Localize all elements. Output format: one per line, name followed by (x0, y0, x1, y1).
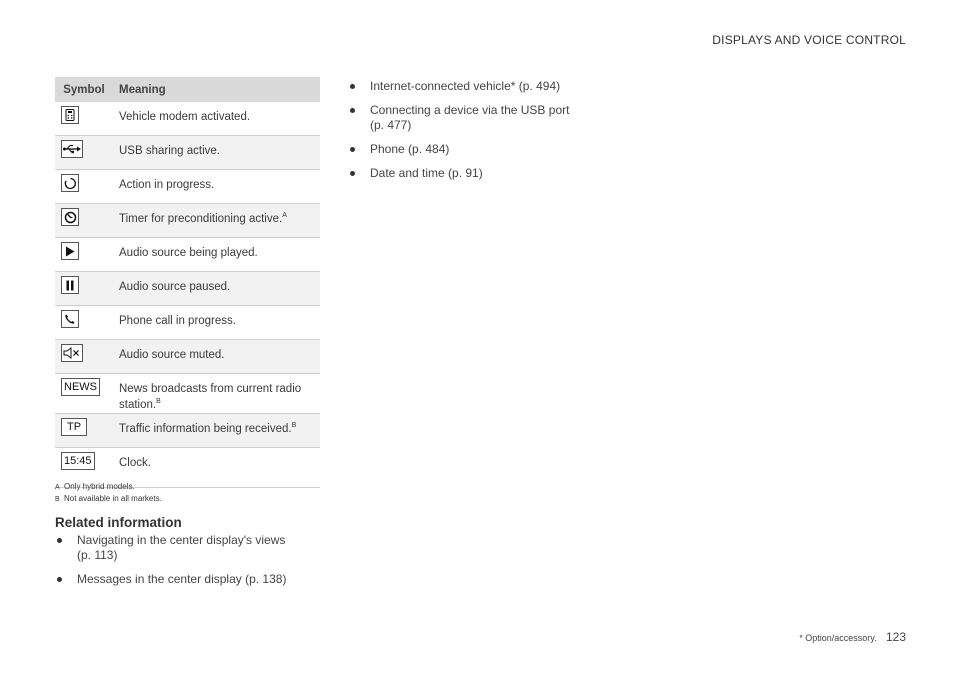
progress-circle-icon (61, 174, 79, 192)
pause-icon (61, 276, 79, 294)
table-header-row (55, 77, 320, 102)
modem-icon (61, 106, 79, 124)
page-number: 123 (885, 630, 906, 644)
meaning-cell (113, 374, 320, 414)
footnotes (55, 481, 162, 505)
table-row (55, 136, 320, 170)
related-link[interactable] (348, 166, 590, 181)
timer-icon (61, 208, 79, 226)
link-text-line2[interactable]: (p. 477) (370, 118, 412, 132)
phone-icon (61, 310, 79, 328)
clock-icon: 15:45 (61, 452, 95, 470)
meaning-text-line2: station. (119, 399, 157, 411)
related-link[interactable] (348, 103, 590, 133)
table-row (55, 306, 320, 340)
usb-icon (61, 140, 83, 158)
symbol-table (55, 77, 320, 488)
column-header-symbol: Symbol (55, 77, 113, 102)
table-row (55, 204, 320, 238)
related-link[interactable] (55, 572, 337, 587)
footnote (55, 481, 162, 493)
meaning-text: Timer for preconditioning active. (119, 213, 283, 225)
page-footer (799, 630, 906, 644)
link-text[interactable]: Connecting a device via the USB port (370, 103, 570, 117)
news-icon: NEWS (61, 378, 100, 396)
related-links-right (348, 79, 590, 190)
play-icon (61, 242, 79, 260)
table-row (55, 414, 320, 448)
meaning-cell (113, 170, 320, 204)
table-row (55, 272, 320, 306)
related-links-left (55, 533, 337, 596)
footnote (55, 493, 162, 505)
option-accessory-note: * Option/accessory. (799, 633, 877, 643)
link-text[interactable]: Phone (p. 484) (370, 142, 450, 156)
related-information-heading: Related information (55, 515, 182, 530)
meaning-cell (113, 204, 320, 238)
link-text[interactable]: Date and time (p. 91) (370, 166, 483, 180)
meaning-text: Traffic information being received. (119, 423, 292, 435)
link-text[interactable]: Navigating in the center display's views (77, 533, 286, 547)
table-row (55, 170, 320, 204)
table-row (55, 238, 320, 272)
meaning-cell: Audio source paused. (113, 272, 320, 306)
tp-icon: TP (61, 418, 87, 436)
footnote-ref: B (291, 422, 297, 430)
meaning-cell: USB sharing active. (113, 136, 320, 170)
meaning-cell: Clock. (113, 448, 320, 488)
meaning-cell: Vehicle modem activated. (113, 102, 320, 136)
link-text[interactable]: Internet-connected vehicle* (p. 494) (370, 79, 561, 93)
column-header-meaning: Meaning (113, 77, 320, 102)
meaning-text: News broadcasts from current radio (119, 383, 302, 395)
footnote-mark: B (55, 496, 60, 503)
table-row (55, 374, 320, 414)
related-link[interactable] (348, 142, 590, 157)
meaning-text: Action in progress. (119, 179, 215, 191)
related-link[interactable] (348, 79, 590, 94)
meaning-cell: Audio source muted. (113, 340, 320, 374)
footnote-text: Only hybrid models. (64, 482, 135, 491)
footnote-ref: B (156, 398, 161, 406)
footnote-mark: A (55, 484, 60, 491)
running-header: DISPLAYS AND VOICE CONTROL (712, 33, 906, 47)
meaning-cell: Phone call in progress. (113, 306, 320, 340)
meaning-cell (113, 414, 320, 448)
table-row (55, 102, 320, 136)
table-row (55, 340, 320, 374)
mute-icon (61, 344, 83, 362)
meaning-cell: Audio source being played. (113, 238, 320, 272)
footnote-ref: A (282, 212, 287, 220)
footnote-text: Not available in all markets. (64, 494, 162, 503)
link-text[interactable]: Messages in the center display (p. 138) (77, 572, 287, 586)
related-link[interactable] (55, 533, 297, 563)
link-text-line2[interactable]: (p. 113) (77, 548, 118, 562)
